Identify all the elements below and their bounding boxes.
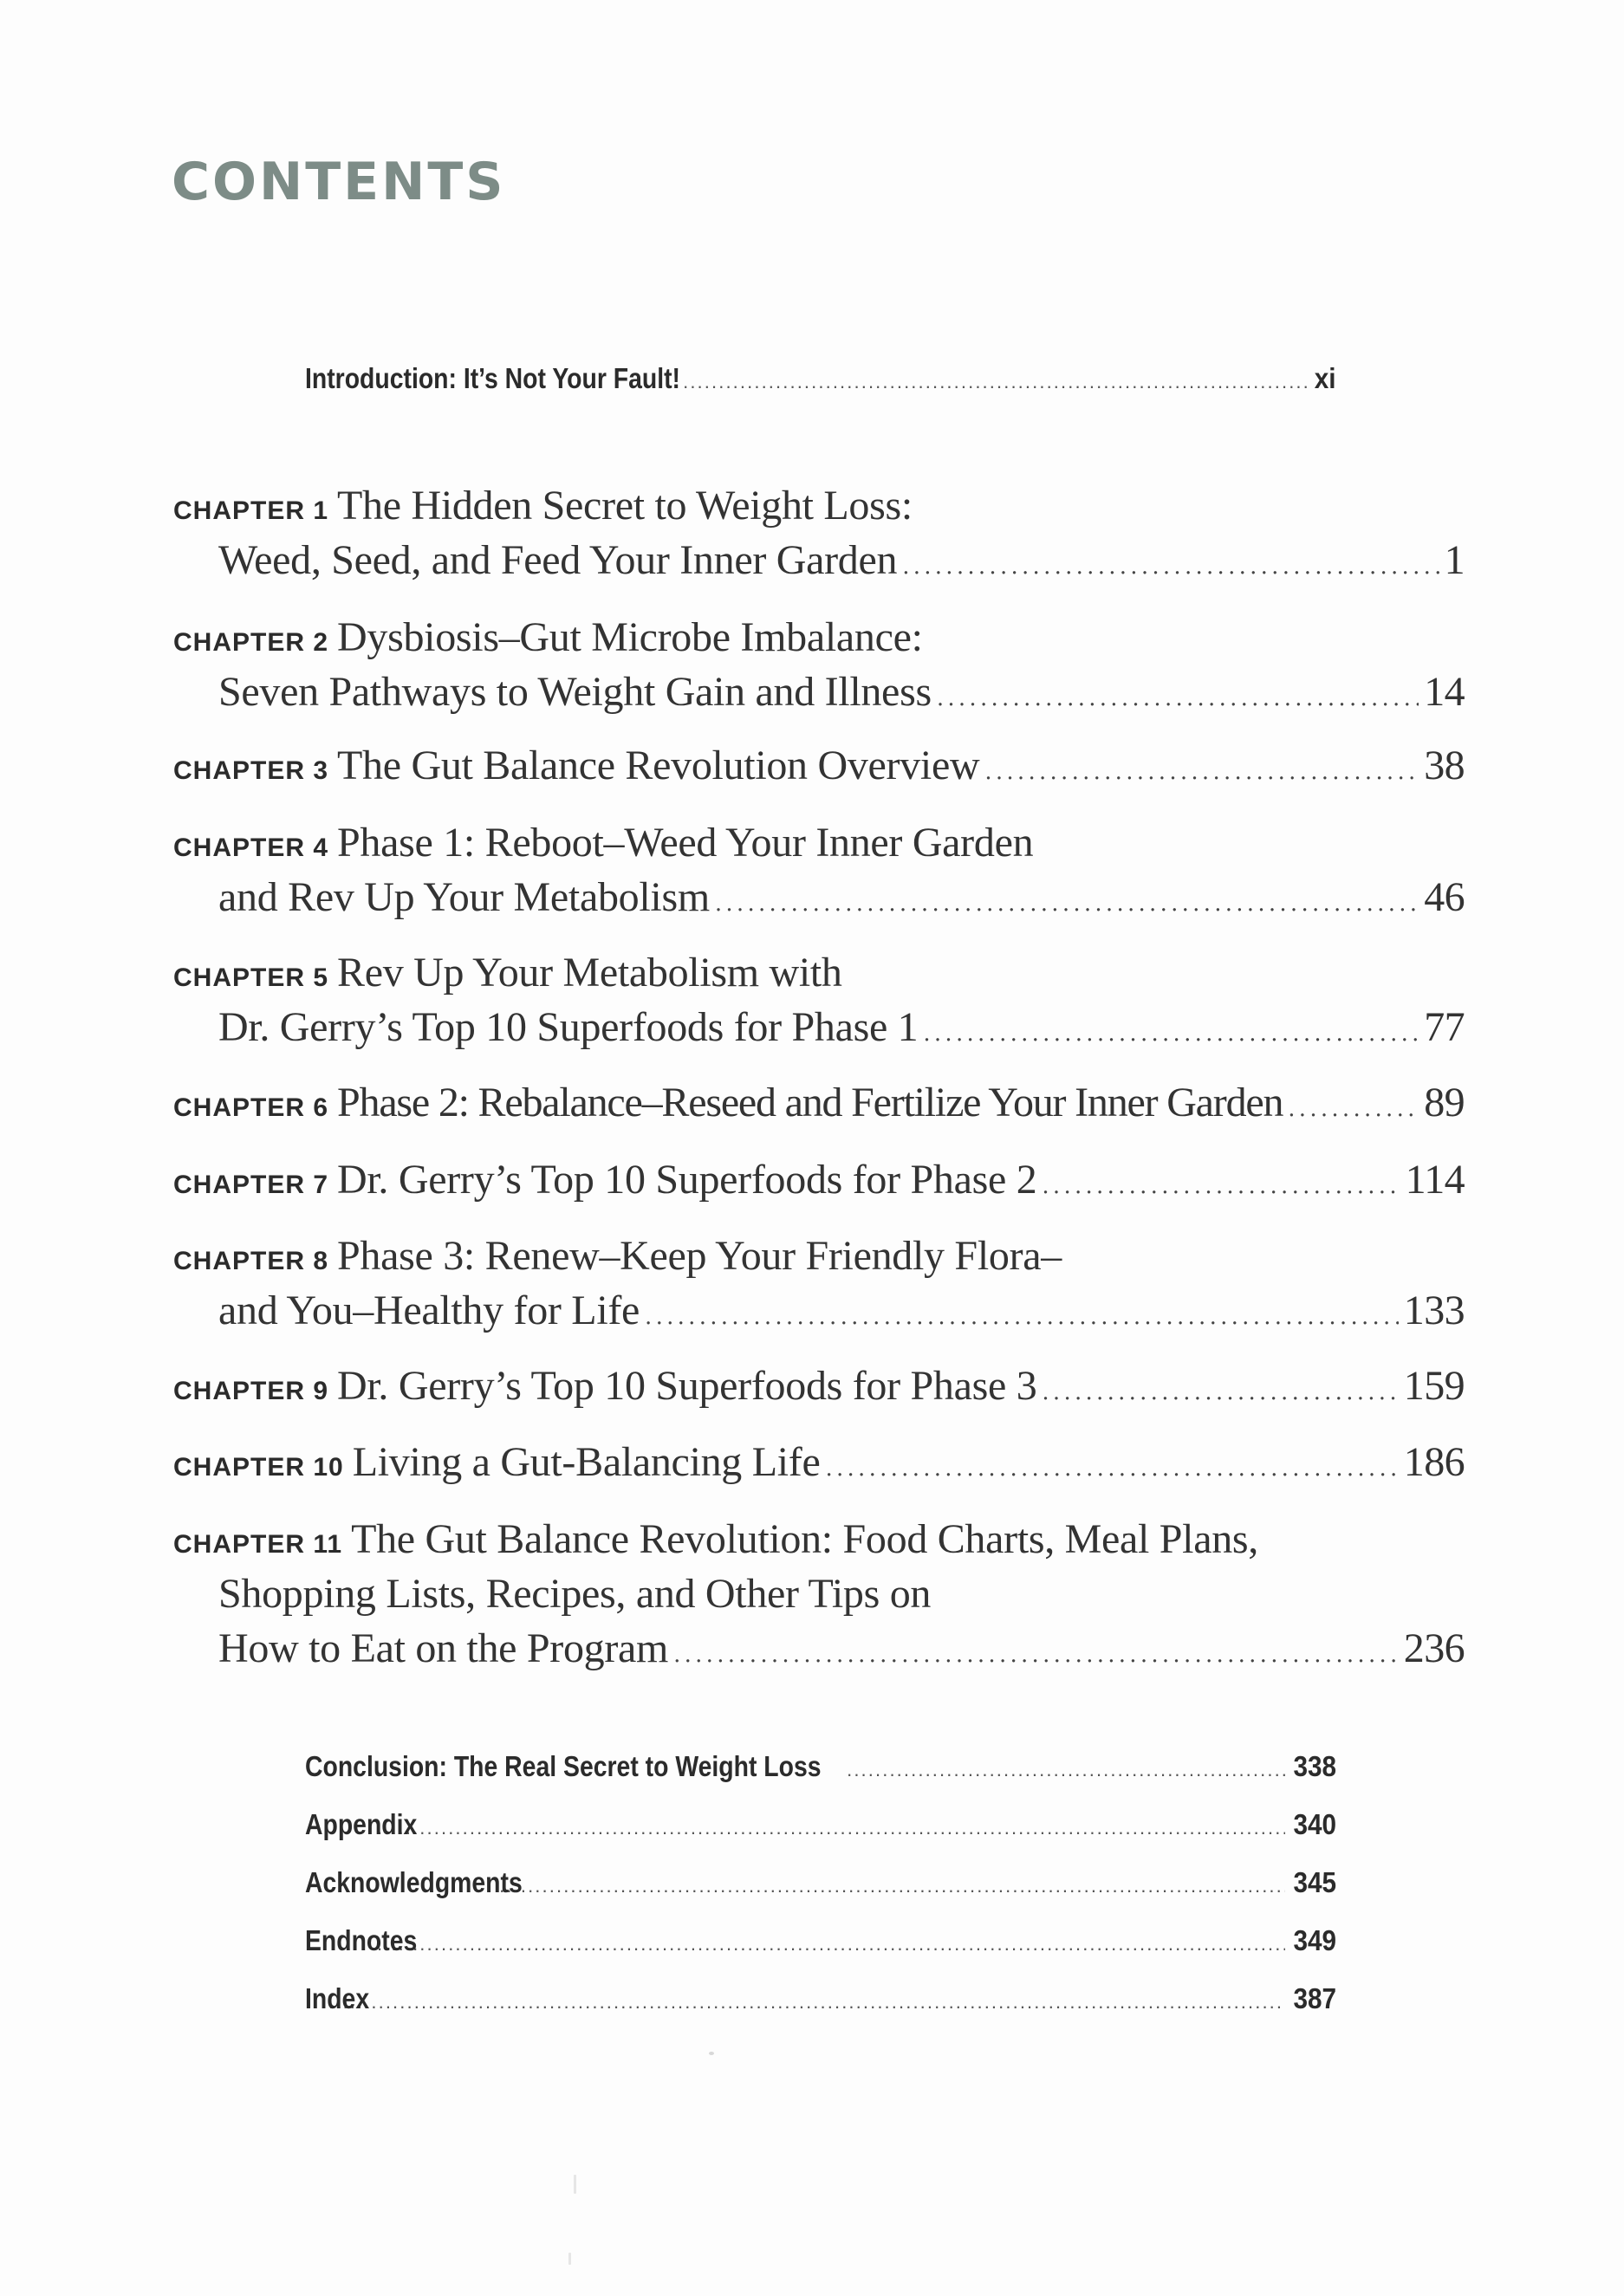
chapter-label: CHAPTER 11 [173, 1530, 343, 1559]
chapter-title-line [173, 1287, 1465, 1341]
chapter-title-line [173, 1232, 1465, 1287]
chapter-label: CHAPTER 5 [173, 963, 329, 992]
toc-page-number: 345 [1293, 1866, 1336, 1898]
chapter-title: Living a Gut-Balancing Life [352, 1439, 821, 1485]
toc-entry-label: Conclusion: The Real Secret to Weight Loss [305, 1750, 822, 1782]
chapter-title-line [173, 1079, 1465, 1133]
toc-entry-label: Endnotes [305, 1924, 418, 1956]
toc-page-number: 338 [1293, 1750, 1336, 1782]
chapter-title-line [173, 668, 1465, 723]
scan-speck [574, 2175, 576, 2194]
chapter-title-line [173, 1362, 1465, 1417]
toc-entry-appendix[interactable] [305, 1808, 1336, 1852]
toc-entry-chapter-4[interactable] [173, 819, 1465, 928]
chapter-title-line [173, 819, 1465, 873]
chapter-title-line [173, 1003, 1465, 1058]
dot-leader [1288, 1096, 1419, 1122]
chapter-title: The Hidden Secret to Weight Loss: [337, 483, 913, 529]
chapter-title: Phase 1: Reboot–Weed Your Inner Garden [337, 820, 1034, 866]
chapter-label: CHAPTER 8 [173, 1247, 329, 1275]
toc-page-number: 1 [1444, 537, 1465, 583]
chapter-title: Shopping Lists, Recipes, and Other Tips on [218, 1571, 932, 1617]
page-title: CONTENTS [172, 152, 506, 212]
dot-leader [923, 1021, 1419, 1047]
toc-page-number: xi [1315, 362, 1336, 394]
toc-page-number: 89 [1424, 1080, 1465, 1125]
chapter-label: CHAPTER 7 [173, 1171, 329, 1199]
toc-page-number: 114 [1405, 1157, 1465, 1203]
chapter-title: Weed, Seed, and Feed Your Inner Garden [218, 537, 898, 583]
toc-entry-label: Appendix [305, 1808, 418, 1840]
chapter-title: Rev Up Your Metabolism with [337, 950, 842, 996]
chapter-label: CHAPTER 1 [173, 496, 329, 525]
dot-leader [984, 759, 1419, 785]
chapter-title-line [173, 1438, 1465, 1493]
dot-leader [902, 554, 1439, 580]
chapter-title-line [173, 1156, 1465, 1210]
toc-page-number: 387 [1293, 1982, 1336, 2014]
chapter-title-line [173, 1625, 1465, 1679]
chapter-label: CHAPTER 3 [173, 756, 329, 785]
dot-leader [937, 685, 1419, 711]
chapter-title-line [173, 482, 1465, 536]
chapter-title-line [173, 949, 1465, 1003]
toc-page-number: 14 [1424, 669, 1465, 715]
toc-entry-endnotes[interactable] [305, 1924, 1336, 1968]
toc-page-number: 77 [1424, 1004, 1465, 1050]
chapter-title: Dr. Gerry’s Top 10 Superfoods for Phase 2 [337, 1157, 1037, 1203]
chapter-title: How to Eat on the Program [218, 1625, 669, 1671]
toc-entry-acknowledgments[interactable] [305, 1866, 1336, 1910]
chapter-label: CHAPTER 4 [173, 833, 329, 862]
toc-page-number: 159 [1403, 1363, 1465, 1409]
chapter-title-line [173, 536, 1465, 591]
chapter-title: The Gut Balance Revolution Overview [337, 743, 980, 788]
toc-entry-label: Index [305, 1982, 370, 2014]
chapter-title-line [173, 873, 1465, 928]
toc-page-number: 236 [1403, 1625, 1465, 1671]
chapter-title: Phase 2: Rebalance–Reseed and Fertilize Your Inner Garden [337, 1080, 1283, 1125]
dot-leader [683, 371, 1309, 393]
chapter-title: Dr. Gerry’s Top 10 Superfoods for Phase 1 [218, 1004, 919, 1050]
toc-entry-introduction[interactable] [305, 362, 1336, 405]
toc-entry-chapter-5[interactable] [173, 949, 1465, 1058]
toc-entry-chapter-9[interactable] [173, 1362, 1465, 1417]
toc-page-number: 349 [1293, 1924, 1336, 1956]
chapter-title: and Rev Up Your Metabolism [218, 874, 710, 920]
toc-entry-chapter-1[interactable] [173, 482, 1465, 591]
scan-speck [709, 2052, 714, 2055]
toc-page-number: 186 [1403, 1439, 1465, 1485]
dot-leader [1042, 1379, 1398, 1405]
chapter-title-line [173, 1515, 1465, 1570]
dot-leader [377, 1817, 1285, 1839]
toc-entry-chapter-10[interactable] [173, 1438, 1465, 1493]
toc-page-number: 38 [1424, 743, 1465, 788]
dot-leader [322, 1991, 1285, 2014]
chapter-title: Phase 3: Renew–Keep Your Friendly Flora– [337, 1233, 1062, 1279]
dot-leader [499, 1875, 1285, 1897]
dot-leader [715, 891, 1419, 917]
chapter-title: The Gut Balance Revolution: Food Charts, Meal Plans, [351, 1516, 1258, 1562]
chapter-label: CHAPTER 10 [173, 1453, 344, 1482]
chapter-title-line [173, 613, 1465, 668]
dot-leader [673, 1642, 1399, 1668]
toc-entry-conclusion[interactable] [305, 1750, 1336, 1793]
dot-leader [1042, 1173, 1400, 1199]
chapter-title-line [173, 1570, 1465, 1625]
chapter-label: CHAPTER 6 [173, 1093, 329, 1122]
toc-entry-chapter-6[interactable] [173, 1079, 1465, 1133]
chapter-label: CHAPTER 9 [173, 1377, 329, 1405]
toc-entry-chapter-8[interactable] [173, 1232, 1465, 1341]
chapter-title: Dr. Gerry’s Top 10 Superfoods for Phase 3 [337, 1363, 1037, 1409]
scan-speck [568, 2253, 571, 2265]
chapter-title: Seven Pathways to Weight Gain and Illness [218, 669, 932, 715]
toc-entry-chapter-2[interactable] [173, 613, 1465, 723]
toc-entry-label: Acknowledgments [305, 1866, 523, 1898]
dot-leader [825, 1456, 1398, 1482]
chapter-title: Dysbiosis–Gut Microbe Imbalance: [337, 614, 923, 660]
dot-leader [645, 1304, 1399, 1330]
toc-entry-chapter-11[interactable] [173, 1515, 1465, 1679]
toc-page-number: 133 [1403, 1287, 1465, 1333]
chapter-title: and You–Healthy for Life [218, 1287, 640, 1333]
toc-entry-label: Introduction: It’s Not Your Fault! [305, 362, 681, 394]
chapter-label: CHAPTER 2 [173, 628, 329, 657]
dot-leader [847, 1759, 1285, 1781]
toc-entry-chapter-3[interactable] [173, 742, 1465, 796]
toc-page-number: 340 [1293, 1808, 1336, 1840]
chapter-title-line [173, 742, 1465, 796]
toc-entry-chapter-7[interactable] [173, 1156, 1465, 1210]
toc-entry-index[interactable] [305, 1982, 1336, 2026]
toc-page-number: 46 [1424, 874, 1465, 920]
dot-leader [377, 1933, 1285, 1955]
